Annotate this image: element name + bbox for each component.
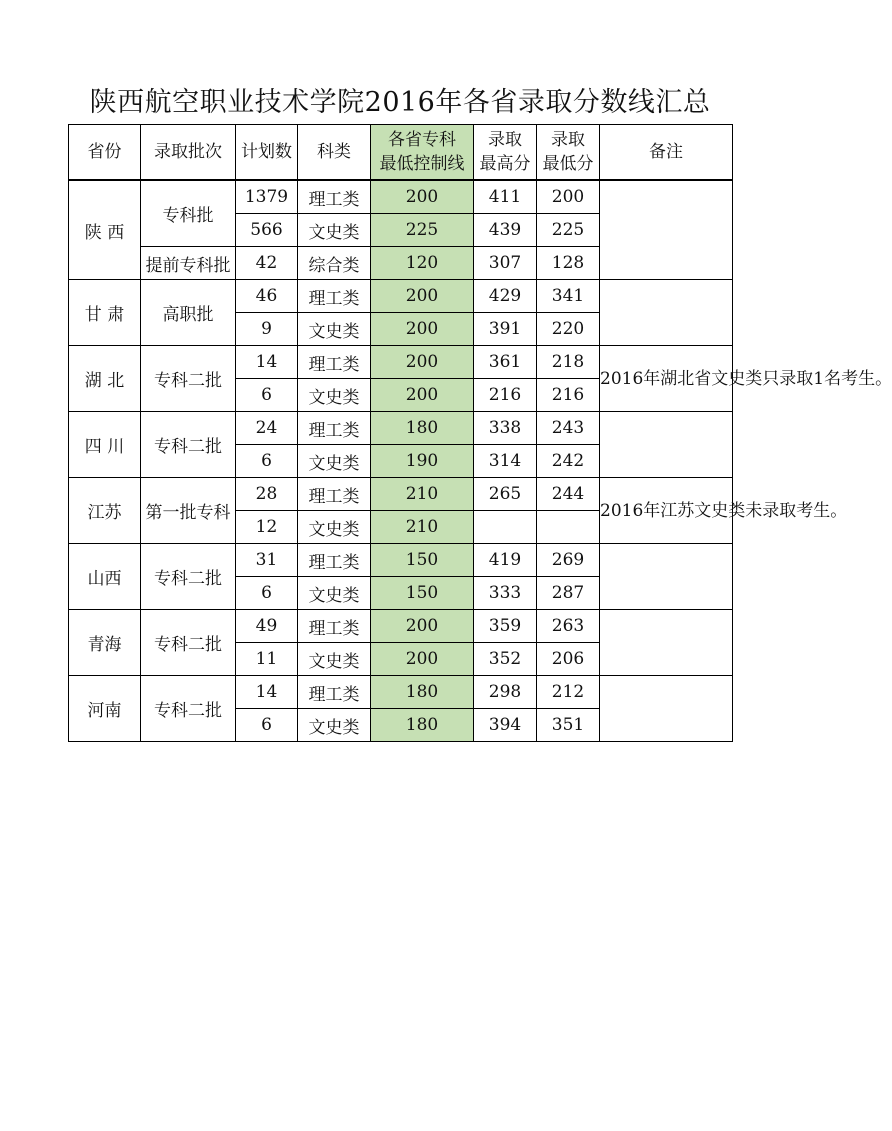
plan-cell: 6 bbox=[236, 445, 298, 478]
province-cell: 江苏 bbox=[69, 478, 141, 544]
max-score-cell: 352 bbox=[474, 643, 537, 676]
table-row bbox=[69, 412, 733, 445]
max-score-cell: 298 bbox=[474, 676, 537, 709]
subject-cell: 文史类 bbox=[298, 379, 371, 412]
max-score-cell: 359 bbox=[474, 610, 537, 643]
plan-cell: 9 bbox=[236, 313, 298, 346]
min-score-cell: 200 bbox=[537, 180, 600, 214]
batch-cell: 专科二批 bbox=[141, 610, 236, 676]
plan-cell: 24 bbox=[236, 412, 298, 445]
control-line-cell: 180 bbox=[371, 412, 474, 445]
remark-text: 2016年湖北省文史类只录取1名考生。 bbox=[600, 368, 892, 389]
remark-cell bbox=[600, 346, 892, 412]
table-row bbox=[69, 180, 733, 214]
control-line-cell: 200 bbox=[371, 643, 474, 676]
max-score-cell: 307 bbox=[474, 247, 537, 280]
min-score-cell: 225 bbox=[537, 214, 600, 247]
table-row bbox=[69, 544, 733, 577]
header-control-line bbox=[371, 125, 474, 181]
max-score-cell: 439 bbox=[474, 214, 537, 247]
batch-cell: 专科二批 bbox=[141, 412, 236, 478]
header-min-2: 最低分 bbox=[542, 154, 594, 174]
control-line-cell: 210 bbox=[371, 511, 474, 544]
remark-cell bbox=[600, 180, 733, 280]
plan-cell: 566 bbox=[236, 214, 298, 247]
province-cell: 青海 bbox=[69, 610, 141, 676]
header-remark: 备注 bbox=[600, 125, 733, 181]
subject-cell: 理工类 bbox=[298, 478, 371, 511]
control-line-cell: 150 bbox=[371, 544, 474, 577]
subject-cell: 综合类 bbox=[298, 247, 371, 280]
plan-cell: 6 bbox=[236, 379, 298, 412]
min-score-cell: 263 bbox=[537, 610, 600, 643]
remark-cell bbox=[600, 280, 733, 346]
plan-cell: 1379 bbox=[236, 180, 298, 214]
control-line-cell: 150 bbox=[371, 577, 474, 610]
plan-cell: 31 bbox=[236, 544, 298, 577]
min-score-cell: 220 bbox=[537, 313, 600, 346]
header-row bbox=[69, 125, 733, 181]
plan-cell: 46 bbox=[236, 280, 298, 313]
min-score-cell: 244 bbox=[537, 478, 600, 511]
table-row bbox=[69, 478, 733, 511]
control-line-cell: 200 bbox=[371, 610, 474, 643]
remark-text: 2016年江苏文史类未录取考生。 bbox=[600, 500, 848, 521]
plan-cell: 42 bbox=[236, 247, 298, 280]
province-cell: 湖 北 bbox=[69, 346, 141, 412]
header-batch: 录取批次 bbox=[141, 125, 236, 181]
plan-cell: 11 bbox=[236, 643, 298, 676]
remark-cell bbox=[600, 544, 733, 610]
batch-cell: 专科二批 bbox=[141, 676, 236, 742]
control-line-cell: 190 bbox=[371, 445, 474, 478]
subject-cell: 文史类 bbox=[298, 214, 371, 247]
plan-cell: 6 bbox=[236, 709, 298, 742]
header-min-1: 录取 bbox=[551, 130, 585, 150]
header-min-score bbox=[537, 125, 600, 181]
header-max-score bbox=[474, 125, 537, 181]
province-cell: 河南 bbox=[69, 676, 141, 742]
plan-cell: 28 bbox=[236, 478, 298, 511]
province-cell: 陕 西 bbox=[69, 180, 141, 280]
subject-cell: 理工类 bbox=[298, 412, 371, 445]
header-control-line-1: 各省专科 bbox=[388, 130, 456, 150]
min-score-cell: 243 bbox=[537, 412, 600, 445]
province-cell: 甘 肃 bbox=[69, 280, 141, 346]
table-row bbox=[69, 676, 733, 709]
control-line-cell: 200 bbox=[371, 313, 474, 346]
min-score-cell bbox=[537, 511, 600, 544]
subject-cell: 理工类 bbox=[298, 610, 371, 643]
subject-cell: 理工类 bbox=[298, 280, 371, 313]
page-title: 陕西航空职业技术学院2016年各省录取分数线汇总 bbox=[89, 87, 711, 118]
table-row bbox=[69, 280, 733, 313]
subject-cell: 文史类 bbox=[298, 313, 371, 346]
min-score-cell: 206 bbox=[537, 643, 600, 676]
header-province: 省份 bbox=[69, 125, 141, 181]
batch-cell: 高职批 bbox=[141, 280, 236, 346]
min-score-cell: 216 bbox=[537, 379, 600, 412]
control-line-cell: 225 bbox=[371, 214, 474, 247]
table-row bbox=[69, 610, 733, 643]
max-score-cell: 411 bbox=[474, 180, 537, 214]
max-score-cell: 361 bbox=[474, 346, 537, 379]
subject-cell: 文史类 bbox=[298, 577, 371, 610]
province-cell: 四 川 bbox=[69, 412, 141, 478]
remark-cell bbox=[600, 676, 733, 742]
control-line-cell: 120 bbox=[371, 247, 474, 280]
subject-cell: 文史类 bbox=[298, 709, 371, 742]
max-score-cell: 333 bbox=[474, 577, 537, 610]
control-line-cell: 210 bbox=[371, 478, 474, 511]
control-line-cell: 200 bbox=[371, 280, 474, 313]
plan-cell: 14 bbox=[236, 676, 298, 709]
province-cell: 山西 bbox=[69, 544, 141, 610]
remark-cell bbox=[600, 478, 848, 544]
max-score-cell: 265 bbox=[474, 478, 537, 511]
max-score-cell: 419 bbox=[474, 544, 537, 577]
subject-cell: 理工类 bbox=[298, 346, 371, 379]
control-line-cell: 180 bbox=[371, 676, 474, 709]
min-score-cell: 287 bbox=[537, 577, 600, 610]
plan-cell: 14 bbox=[236, 346, 298, 379]
control-line-cell: 200 bbox=[371, 346, 474, 379]
admission-score-table bbox=[68, 124, 892, 742]
batch-cell: 提前专科批 bbox=[141, 247, 236, 280]
max-score-cell: 394 bbox=[474, 709, 537, 742]
header-max-2: 最高分 bbox=[479, 154, 531, 174]
batch-cell: 专科二批 bbox=[141, 544, 236, 610]
remark-cell bbox=[600, 610, 733, 676]
max-score-cell: 216 bbox=[474, 379, 537, 412]
control-line-cell: 200 bbox=[371, 379, 474, 412]
batch-cell: 第一批专科 bbox=[141, 478, 236, 544]
min-score-cell: 212 bbox=[537, 676, 600, 709]
subject-cell: 理工类 bbox=[298, 180, 371, 214]
max-score-cell: 338 bbox=[474, 412, 537, 445]
plan-cell: 49 bbox=[236, 610, 298, 643]
remark-cell bbox=[600, 412, 733, 478]
subject-cell: 理工类 bbox=[298, 544, 371, 577]
min-score-cell: 242 bbox=[537, 445, 600, 478]
min-score-cell: 341 bbox=[537, 280, 600, 313]
max-score-cell: 391 bbox=[474, 313, 537, 346]
batch-cell: 专科批 bbox=[141, 180, 236, 247]
max-score-cell bbox=[474, 511, 537, 544]
header-subject: 科类 bbox=[298, 125, 371, 181]
plan-cell: 12 bbox=[236, 511, 298, 544]
subject-cell: 理工类 bbox=[298, 676, 371, 709]
min-score-cell: 218 bbox=[537, 346, 600, 379]
control-line-cell: 180 bbox=[371, 709, 474, 742]
batch-cell: 专科二批 bbox=[141, 346, 236, 412]
control-line-cell: 200 bbox=[371, 180, 474, 214]
subject-cell: 文史类 bbox=[298, 511, 371, 544]
table-row bbox=[69, 346, 733, 379]
header-control-line-2: 最低控制线 bbox=[379, 154, 465, 174]
max-score-cell: 429 bbox=[474, 280, 537, 313]
min-score-cell: 128 bbox=[537, 247, 600, 280]
plan-cell: 6 bbox=[236, 577, 298, 610]
min-score-cell: 269 bbox=[537, 544, 600, 577]
header-max-1: 录取 bbox=[488, 130, 522, 150]
subject-cell: 文史类 bbox=[298, 445, 371, 478]
max-score-cell: 314 bbox=[474, 445, 537, 478]
header-plan: 计划数 bbox=[236, 125, 298, 181]
subject-cell: 文史类 bbox=[298, 643, 371, 676]
min-score-cell: 351 bbox=[537, 709, 600, 742]
